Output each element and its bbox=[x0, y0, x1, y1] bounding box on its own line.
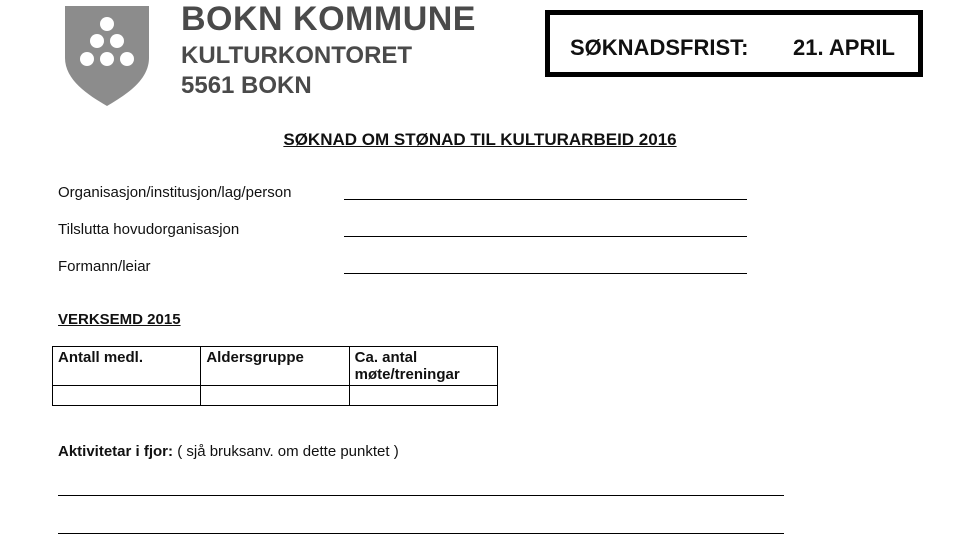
field-organisation-input[interactable] bbox=[344, 199, 747, 200]
activities-note: ( sjå bruksanv. om dette punktet ) bbox=[173, 443, 399, 460]
section-title-activity: VERKSEMD 2015 bbox=[58, 311, 181, 328]
column-header-age-group: Aldersgruppe bbox=[201, 347, 349, 386]
activity-table bbox=[52, 346, 498, 406]
deadline-label: SØKNADSFRIST: bbox=[570, 35, 749, 60]
table-header-row bbox=[53, 347, 498, 386]
coat-of-arms-icon bbox=[64, 6, 150, 106]
activities-write-line[interactable] bbox=[58, 533, 784, 534]
field-label-organisation: Organisasjon/institusjon/lag/person bbox=[58, 184, 292, 201]
activities-write-line[interactable] bbox=[58, 495, 784, 496]
cell-members-input[interactable] bbox=[53, 386, 201, 406]
deadline-date: 21. APRIL bbox=[793, 35, 895, 60]
deadline-box bbox=[545, 10, 923, 77]
activities-prompt bbox=[58, 443, 399, 460]
form-title: SØKNAD OM STØNAD TIL KULTURARBEID 2016 bbox=[283, 130, 677, 149]
column-header-meetings: Ca. antal møte/treningar bbox=[349, 347, 497, 386]
field-chairperson-input[interactable] bbox=[344, 273, 747, 274]
cell-meetings-input[interactable] bbox=[349, 386, 497, 406]
column-header-members: Antall medl. bbox=[53, 347, 201, 386]
field-label-chairperson: Formann/leiar bbox=[58, 258, 151, 275]
field-label-umbrella-organisation: Tilslutta hovudorganisasjon bbox=[58, 221, 240, 238]
cell-age-group-input[interactable] bbox=[201, 386, 349, 406]
table-row bbox=[53, 386, 498, 406]
municipality-name: BOKN KOMMUNE bbox=[181, 0, 476, 38]
activities-label: Aktivitetar i fjor: bbox=[58, 443, 174, 460]
field-umbrella-organisation-input[interactable] bbox=[344, 236, 747, 237]
postal-address: 5561 BOKN bbox=[181, 72, 312, 99]
office-name: KULTURKONTORET bbox=[181, 42, 413, 69]
